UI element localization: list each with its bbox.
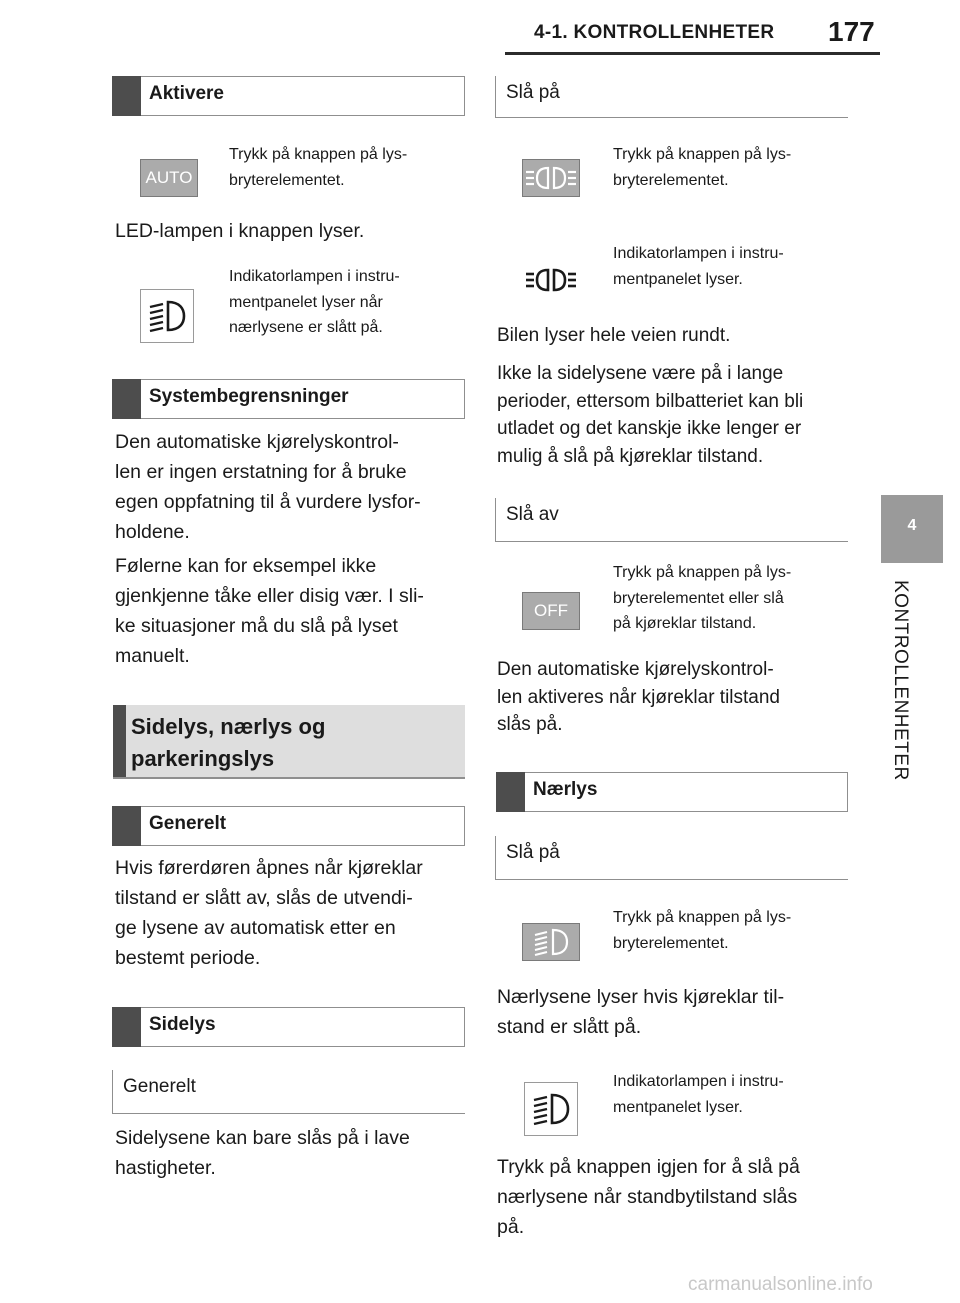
- heading-label: Nærlys: [533, 779, 598, 800]
- text-line: Sidelysene kan bare slås på i lave: [115, 1127, 410, 1149]
- text-line: nærlysene når standbytilstand slås: [497, 1186, 798, 1208]
- heading-bar: [496, 772, 525, 812]
- text-line: Den automatiske kjørelyskontrol-: [115, 431, 399, 453]
- text-line: ge lysene av automatisk etter en: [115, 917, 396, 939]
- text-line: Trykk på knappen på lys-: [229, 146, 408, 163]
- chapter-tab-number: 4: [907, 517, 917, 534]
- heading-generelt: [112, 806, 465, 846]
- text-line: Indikatorlampen i instru-: [613, 245, 784, 262]
- auto-button-label: AUTO: [145, 168, 193, 187]
- heading-bar: [112, 76, 141, 116]
- subheading-label: Generelt: [123, 1076, 196, 1097]
- low-beam-indicator-desc: [229, 264, 400, 341]
- subheading-naerlys-sla-pa: [495, 836, 848, 880]
- subheading-sla-pa: [495, 76, 848, 118]
- heading-bar: [112, 1007, 141, 1047]
- text-line: Trykk på knappen igjen for å slå på: [497, 1156, 800, 1178]
- text-line: mentpanelet lyser.: [613, 270, 743, 288]
- text-line: egen oppfatning til å vurdere lysfor-: [115, 491, 421, 513]
- heading-sidelys: [112, 1007, 465, 1047]
- section-heading-label: [131, 711, 325, 775]
- section-heading-sidelys-naerlys: [113, 705, 465, 779]
- heading-bar: [112, 806, 141, 846]
- subheading-label: Slå på: [506, 82, 560, 103]
- text-line: Følerne kan for eksempel ikke: [115, 555, 377, 577]
- sla-pa-para-1: Bilen lyser hele veien rundt.: [497, 325, 731, 346]
- text-line: tilstand er slått av, slås de utvendi-: [115, 887, 413, 909]
- text-line: på.: [497, 1216, 525, 1238]
- text-line: len aktiveres når kjøreklar tilstand: [497, 686, 780, 708]
- text-line: mentpanelet lyser.: [613, 1098, 743, 1116]
- text-line: bryterelementet.: [229, 171, 345, 189]
- text-line: slås på.: [497, 714, 563, 735]
- parking-light-button-icon: [522, 159, 580, 197]
- text-line: hastigheter.: [115, 1157, 216, 1179]
- text-line: Sidelys, nærlys og: [131, 714, 326, 739]
- text-line: mentpanelet lyser når: [229, 293, 383, 311]
- heading-naerlys: [496, 772, 848, 812]
- text-line: manuelt.: [115, 645, 190, 667]
- sla-pa-para-2: [497, 360, 803, 470]
- text-line: bryterelementet eller slå: [613, 589, 784, 607]
- led-text: LED-lampen i knappen lyser.: [115, 220, 365, 242]
- auto-desc: [229, 142, 407, 193]
- text-line: parkeringslys: [131, 746, 275, 771]
- sla-av-para: [497, 656, 780, 739]
- text-line: Trykk på knappen på lys-: [613, 564, 792, 581]
- text-line: på kjøreklar tilstand.: [613, 615, 757, 632]
- naerlys-para-1: [497, 982, 784, 1042]
- sidelys-para: [115, 1123, 410, 1183]
- subheading-generelt: [112, 1070, 465, 1114]
- text-line: len er ingen erstatning for å bruke: [115, 461, 407, 483]
- heading-label: Aktivere: [149, 83, 224, 104]
- parking-light-svg: [524, 161, 578, 195]
- parking-indicator-desc: [613, 241, 784, 292]
- text-line: bestemt periode.: [115, 947, 261, 969]
- heading-label: Systembegrensninger: [149, 386, 349, 407]
- text-line: Den automatiske kjørelyskontrol-: [497, 659, 774, 680]
- text-line: perioder, ettersom bilbatteriet kan bli: [497, 390, 804, 412]
- subheading-label: Slå av: [506, 504, 559, 525]
- watermark: carmanualsonline.info: [688, 1274, 873, 1295]
- low-beam-indicator-icon-2: [524, 1082, 578, 1136]
- text-line: bryterelementet.: [613, 171, 729, 189]
- system-para-1: [115, 427, 421, 547]
- off-button-label: OFF: [534, 601, 568, 620]
- parking-key-desc: [613, 142, 791, 193]
- off-desc: [613, 560, 791, 637]
- text-line: stand er slått på.: [497, 1016, 642, 1038]
- text-line: Trykk på knappen på lys-: [613, 146, 792, 163]
- naerlys-para-2: [497, 1152, 800, 1242]
- system-para-2: [115, 551, 424, 671]
- text-line: Hvis førerdøren åpnes når kjøreklar: [115, 857, 423, 879]
- low-beam-svg: [146, 295, 188, 337]
- low-beam-svg-2: [530, 1088, 572, 1130]
- chapter-header-title: 4-1. KONTROLLENHETER: [534, 22, 775, 43]
- subheading-label: Slå på: [506, 842, 560, 863]
- text-line: gjenkjenne tåke eller disig vær. I sli-: [115, 585, 424, 607]
- text-line: Indikatorlampen i instru-: [613, 1073, 784, 1090]
- heading-aktivere: [112, 76, 465, 116]
- text-line: mulig å slå på kjøreklar tilstand.: [497, 445, 764, 467]
- parking-light-indicator-icon: [524, 262, 578, 298]
- naerlys-key-desc: [613, 905, 791, 956]
- auto-button-icon: [140, 159, 198, 197]
- heading-bar: [113, 705, 126, 777]
- text-line: Trykk på knappen på lys-: [613, 909, 792, 926]
- subheading-sla-av: [495, 498, 848, 542]
- generelt-para: [115, 853, 423, 973]
- text-line: Ikke la sidelysene være på i lange: [497, 363, 784, 384]
- off-button-icon: [522, 592, 580, 630]
- text-line: Indikatorlampen i instru-: [229, 268, 400, 285]
- low-beam-button-svg: [531, 926, 571, 958]
- low-beam-indicator-icon: [140, 289, 194, 343]
- heading-label: Sidelys: [149, 1014, 216, 1035]
- text-line: ke situasjoner må du slå på lyset: [115, 615, 398, 637]
- heading-label: Generelt: [149, 813, 227, 834]
- heading-systembegrensninger: [112, 379, 465, 419]
- header-rule: [505, 52, 880, 55]
- heading-bar: [112, 379, 141, 419]
- text-line: utladet og det kanskje ikke lenger er: [497, 418, 802, 439]
- page-number: 177: [828, 16, 875, 47]
- chapter-tab-name: KONTROLLENHETER: [890, 580, 911, 781]
- text-line: Nærlysene lyser hvis kjøreklar til-: [497, 986, 785, 1008]
- text-line: holdene.: [115, 521, 190, 543]
- parking-indicator-svg: [524, 263, 578, 297]
- naerlys-indicator-desc: [613, 1069, 784, 1120]
- text-line: nærlysene er slått på.: [229, 319, 383, 336]
- text-line: bryterelementet.: [613, 934, 729, 952]
- low-beam-button-icon: [522, 923, 580, 961]
